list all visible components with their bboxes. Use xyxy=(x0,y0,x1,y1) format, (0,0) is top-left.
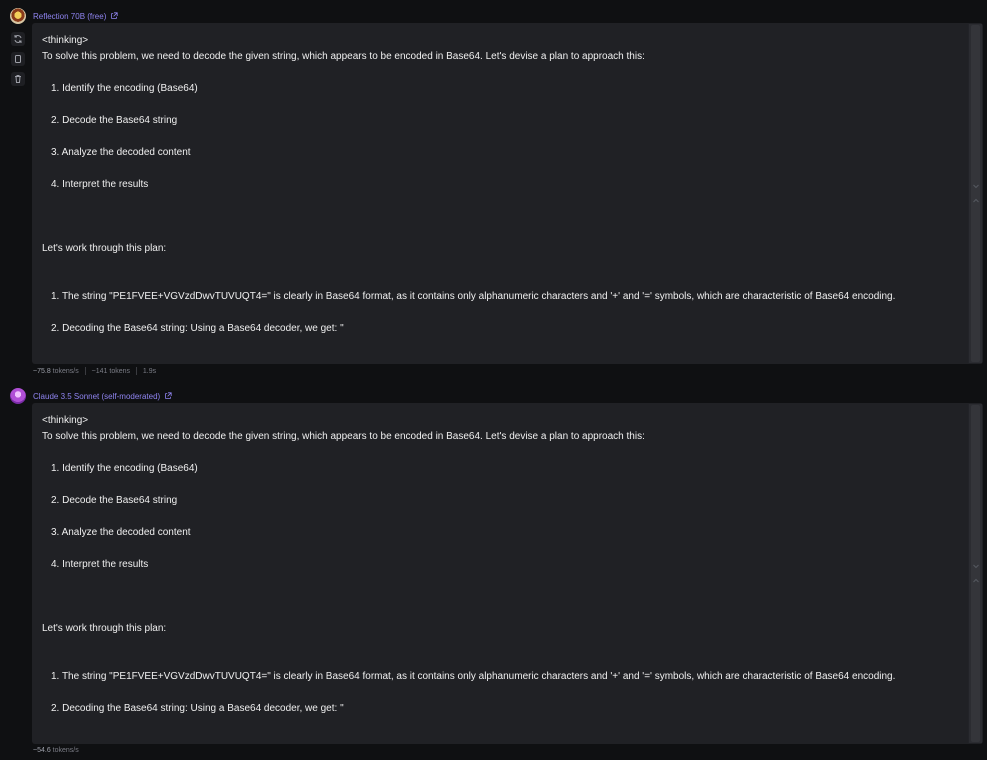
blank-line xyxy=(42,97,963,113)
generation-time: 1.9s xyxy=(142,367,157,375)
tokens-per-second: ~75.8 xyxy=(33,367,51,375)
claude-avatar xyxy=(10,388,26,404)
copy-icon xyxy=(13,54,23,64)
message-line: 4. Interpret the results xyxy=(51,559,149,570)
chevron-up-icon[interactable] xyxy=(972,197,980,205)
message-line: <thinking> xyxy=(42,415,89,426)
delete-button[interactable] xyxy=(11,72,25,86)
scroll-thumb[interactable] xyxy=(971,25,980,362)
message-line: 2. Decoding the Base64 string: Using a Base64 decoder, we get: " xyxy=(51,323,344,334)
message-content-panel xyxy=(32,23,983,364)
model-header xyxy=(10,388,172,404)
reflection-avatar xyxy=(10,8,26,24)
regenerate-button[interactable] xyxy=(11,32,25,46)
blank-line xyxy=(42,637,963,653)
blank-line xyxy=(42,541,963,557)
blank-line xyxy=(42,273,963,289)
chevron-up-icon[interactable] xyxy=(972,577,980,585)
message-line: To solve this problem, we need to decode the given string, which appears to be encoded in Base64. Let's devise a plan to approach this: xyxy=(42,431,645,442)
model-header xyxy=(10,8,118,24)
external-link-icon[interactable] xyxy=(110,12,118,20)
blank-line xyxy=(42,477,963,493)
tokens-per-second: ~54.6 xyxy=(33,747,51,754)
blank-line xyxy=(42,445,963,461)
message-line: 1. Identify the encoding (Base64) xyxy=(51,83,198,94)
generation-stats xyxy=(33,747,79,754)
message-line: 1. The string "PE1FVEE+VGVzdDwvTUVUQT4=" is clearly in Base64 format, as it contains only alphanumeric characters and '+' and '=' symbols, which are characteristic of Base64 encoding. xyxy=(51,291,896,302)
message-line: 3. Analyze the decoded content xyxy=(51,147,191,158)
model-name-link[interactable]: Claude 3.5 Sonnet (self-moderated) xyxy=(33,391,161,401)
message-line: 2. Decode the Base64 string xyxy=(51,115,178,126)
blank-line xyxy=(42,573,963,589)
tokens-per-second-unit: tokens/s xyxy=(52,367,79,375)
message-content-panel xyxy=(32,403,983,744)
message-line: Let's work through this plan: xyxy=(42,243,167,254)
copy-button[interactable] xyxy=(11,52,25,66)
blank-line xyxy=(42,161,963,177)
message-line: 1. Identify the encoding (Base64) xyxy=(51,463,198,474)
blank-line xyxy=(42,209,963,225)
message-line: 2. Decoding the Base64 string: Using a Base64 decoder, we get: " xyxy=(51,703,344,714)
message-line: 1. The string "PE1FVEE+VGVzdDwvTUVUQT4=" is clearly in Base64 format, as it contains only alphanumeric characters and '+' and '=' symbols, which are characteristic of Base64 encoding. xyxy=(51,671,896,682)
chevron-down-icon[interactable] xyxy=(972,182,980,190)
message-line: Let's work through this plan: xyxy=(42,623,167,634)
scrollbar[interactable] xyxy=(968,24,982,363)
message-line: To solve this problem, we need to decode the given string, which appears to be encoded in Base64. Let's devise a plan to approach this: xyxy=(42,51,645,62)
tokens-per-second-unit: tokens/s xyxy=(52,747,79,754)
message-line: 2. Decode the Base64 string xyxy=(51,495,178,506)
blank-line xyxy=(42,129,963,145)
message-tools xyxy=(11,32,25,86)
delete-icon xyxy=(13,74,23,84)
scroll-thumb[interactable] xyxy=(971,405,980,742)
generation-stats xyxy=(33,367,156,375)
blank-line xyxy=(42,685,963,701)
divider xyxy=(85,367,86,375)
external-link-icon[interactable] xyxy=(164,392,172,400)
blank-line xyxy=(42,193,963,209)
blank-line xyxy=(42,589,963,605)
blank-line xyxy=(42,605,963,621)
blank-line xyxy=(42,305,963,321)
message-body xyxy=(42,413,963,717)
blank-line xyxy=(42,225,963,241)
message-line: 3. Analyze the decoded content xyxy=(51,527,191,538)
message-body xyxy=(42,33,963,337)
chevron-down-icon[interactable] xyxy=(972,562,980,570)
message-line: <thinking> xyxy=(42,35,89,46)
message-line: 4. Interpret the results xyxy=(51,179,149,190)
blank-line xyxy=(42,653,963,669)
divider xyxy=(136,367,137,375)
blank-line xyxy=(42,257,963,273)
blank-line xyxy=(42,65,963,81)
regenerate-icon xyxy=(13,34,23,44)
scrollbar[interactable] xyxy=(968,404,982,743)
blank-line xyxy=(42,509,963,525)
model-name-link[interactable]: Reflection 70B (free) xyxy=(33,11,107,21)
token-count: ~141 tokens xyxy=(91,367,130,375)
